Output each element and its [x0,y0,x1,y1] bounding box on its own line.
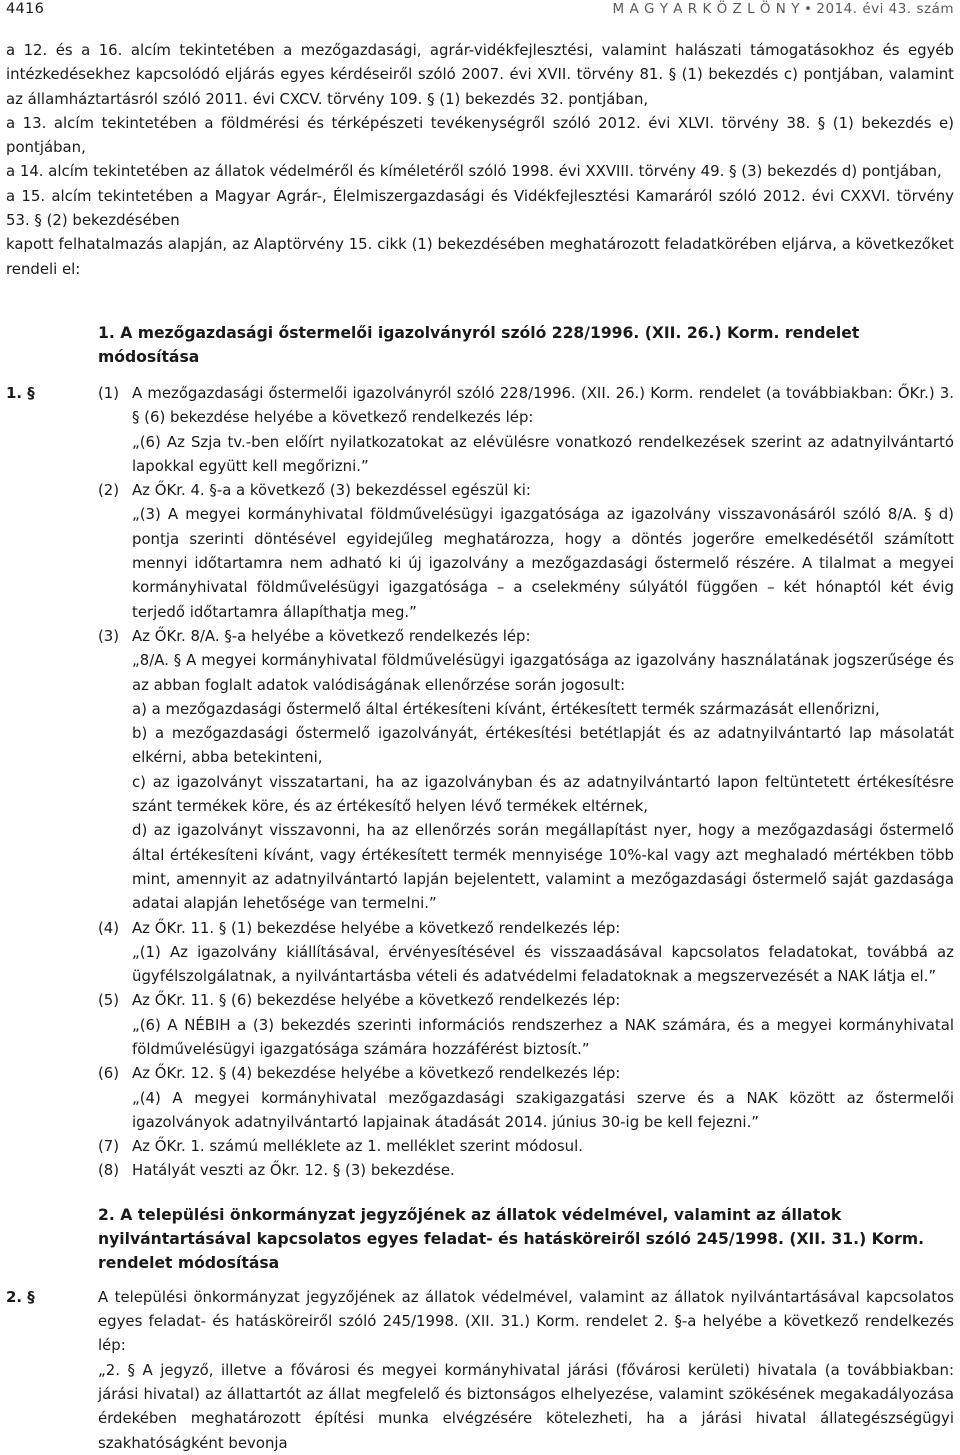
section-text: A települési önkormányzat jegyzőjének az állatok védelmével, valamint az állatok nyilvántartásával kapcsolatos egyes feladat- és hatásköreiről szóló 245/1998. (XII. 31.) Korm. rendelet 2. §-a helyébe a következő rendelkezés lép: [98,1287,954,1355]
bullet-separator: • [803,1,813,17]
item-text: „(1) Az igazolvány kiállításával, érvényesítésével és visszaadásával kapcsolatos feladatokat, továbbá az ügyfélszolgálatnak, a nyilvántartásba vételi és adatvédelmi feladatoknak a megszervezését a NAK látja el.” [132,942,954,986]
item-number: (2) [98,481,120,500]
item-text: „(6) A NÉBIH a (3) bekezdés szerinti információs rendszerhez a NAK számára, és a megyei kormányhivatal földművelésügyi igazgatósága számára hozzáférést biztosít.” [132,1015,954,1058]
section-text: „2. § A jegyző, illetve a fővárosi és megyei kormányhivatal járási (fővárosi kerületi) hivatala (a továbbiakban: járási hivatal) az állattartót az állat megfelelő és biztonságos elhelyezése, valamint szökésének megakadályozása érdekében meghatározott építési munka elvégzésére kötelezheti, ha a járási hivatal állategészségügyi szakhatóságként bevonja [98,1360,954,1452]
paragraph-item [98,988,954,1061]
item-text: „(4) A megyei kormányhivatal mezőgazdasági szakigazgatási szerve és a NAK között az őstermelői igazolványok adatnyilvántartó lapjainak átadását 2014. június 30-ig be kell fejezni.” [132,1088,954,1131]
running-title [613,1,954,17]
page-number: 4416 [6,1,45,17]
issue-label: 2014. évi 43. szám [816,1,954,17]
item-text: d) az igazolványt visszavonni, ha az ellenőrzés során megállapítást nyer, hogy a mezőgazdasági őstermelő által értékesíteni kívánt, vagy értékesített termék mennyisége 10%-kal vagy azt meghaladó mértékben több mint, amennyit az adatnyilvántartó lapján bejelentett, valamint a mezőgazdasági őstermelő saját gazdasága adatai alapján lehetősége van termelni.” [132,821,954,913]
item-number: (1) [98,383,120,402]
item-text: Hatályát veszti az Őkr. 12. § (3) bekezdése. [132,1161,455,1180]
paragraph-item [98,478,954,624]
item-number: (4) [98,918,120,937]
paragraph-item [98,1158,954,1182]
paragraph-item [98,1134,954,1158]
item-number: (8) [98,1161,120,1180]
section-1-heading: 1. A mezőgazdasági őstermelői igazolványról szóló 228/1996. (XII. 26.) Korm. rendelet módosítása [98,323,860,366]
item-text: Az ŐKr. 11. § (6) bekezdése helyébe a következő rendelkezés lép: [132,991,621,1010]
journal-name: M A G Y A R K Ö Z L Ö N Y [612,1,800,17]
page-header [0,0,960,26]
section-2 [6,1285,954,1455]
item-text: Az ŐKr. 4. §-a a következő (3) bekezdéssel egészül ki: [132,481,531,500]
item-text: A mezőgazdasági őstermelői igazolványról szóló 228/1996. (XII. 26.) Korm. rendelet (a továbbiakban: ŐKr.) 3. § (6) bekezdése helyébe a következő rendelkezés lép: [132,383,954,427]
item-text: c) az igazolványt visszatartani, ha az igazolványban és az adatnyilvántartó lapon feltüntetett értékesítésre szánt termékek köre, és az értékesítő helyen lévő termékek eltérnek, [132,772,954,816]
paragraph-item [98,624,954,916]
section-1 [6,381,954,1183]
preamble-paragraph: a 14. alcím tekintetében az állatok védelméről és kíméletéről szóló 1998. évi XXVIII. törvény 49. § (3) bekezdés d) pontjában, [6,162,942,181]
item-text: Az ŐKr. 1. számú melléklete az 1. melléklet szerint módosul. [132,1137,583,1156]
paragraph-item [98,916,954,989]
preamble-paragraph: a 15. alcím tekintetében a Magyar Agrár-, Élelmiszergazdasági és Vidékfejlesztési Kamaráról szóló 2012. évi CXXVI. törvény 53. § (2) bekezdésében [6,186,954,230]
preamble-paragraph: kapott felhatalmazás alapján, az Alaptörvény 15. cikk (1) bekezdésében meghatározott feladatkörében eljárva, a következőket rendeli el: [6,235,954,278]
item-text: Az ŐKr. 12. § (4) bekezdése helyébe a következő rendelkezés lép: [132,1064,621,1083]
item-number: (6) [98,1064,120,1083]
section-number: 1. § [6,383,35,402]
item-text: Az ŐKr. 11. § (1) bekezdése helyébe a következő rendelkezés lép: [132,918,621,937]
section-number: 2. § [6,1287,35,1306]
page-content [6,38,954,1455]
item-text: a) a mezőgazdasági őstermelő által értékesíteni kívánt, értékesített termék származását ellenőrizni, [132,699,880,718]
item-text: „(6) Az Szja tv.-ben előírt nyilatkozatokat az elévülésre vonatkozó rendelkezések szerint az adatnyilvántartó lapokkal együtt kell megőrizni.” [132,432,954,475]
paragraph-item [98,381,954,478]
preamble-paragraph: a 12. és a 16. alcím tekintetében a mezőgazdasági, agrár-vidékfejlesztési, valamint halászati támogatásokhoz és egyéb intézkedésekhez kapcsolódó eljárás egyes kérdéseiről szóló 2007. évi XVII. törvény 81. § (1) bekezdés c) pontjában, valamint az államháztartásról szóló 2011. évi CXCV. törvény 109. § (1) bekezdés 32. pontjában, [6,41,954,108]
section-2-heading: 2. A települési önkormányzat jegyzőjének az állatok védelmével, valamint az állatok nyilvántartásával kapcsolatos egyes feladat- és hatásköreiről szóló 245/1998. (XII. 31.) Korm. rendelet módosítása [98,1205,925,1272]
item-text: Az ŐKr. 8/A. §-a helyébe a következő rendelkezés lép: [132,626,531,645]
item-number: (3) [98,626,120,645]
item-number: (7) [98,1137,120,1156]
preamble-paragraph: a 13. alcím tekintetében a földmérési és térképészeti tevékenységről szóló 2012. évi XLVI. törvény 38. § (1) bekezdés e) pontjában, [6,113,954,157]
paragraph-item [98,1061,954,1134]
item-number: (5) [98,991,120,1010]
item-text: „(3) A megyei kormányhivatal földművelésügyi igazgatósága az igazolvány visszavonásáról szóló 8/A. § d) pontja szerinti döntésével egyidejűleg meghatározza, hogy a döntés jogerőre emelkedésétől számított mennyi időtartamra nem adható ki új igazolvány a mezőgazdasági őstermelő részére. A tilalmat a megyei kormányhivatal földművelésügyi igazgatósága – a cselekmény súlyától függően – két hónaptól két évig terjedő időtartamra állapíthatja meg.” [132,505,954,621]
item-text: „8/A. § A megyei kormányhivatal földművelésügyi igazgatósága az igazolvány használatának jogszerűsége és az abban foglalt adatok valódiságának ellenőrzése során jogosult: [132,651,954,694]
item-text: b) a mezőgazdasági őstermelő igazolványát, értékesítési betétlapját és az adatnyilvántartó lap másolatát elkérni, abba betekinteni, [132,724,954,767]
